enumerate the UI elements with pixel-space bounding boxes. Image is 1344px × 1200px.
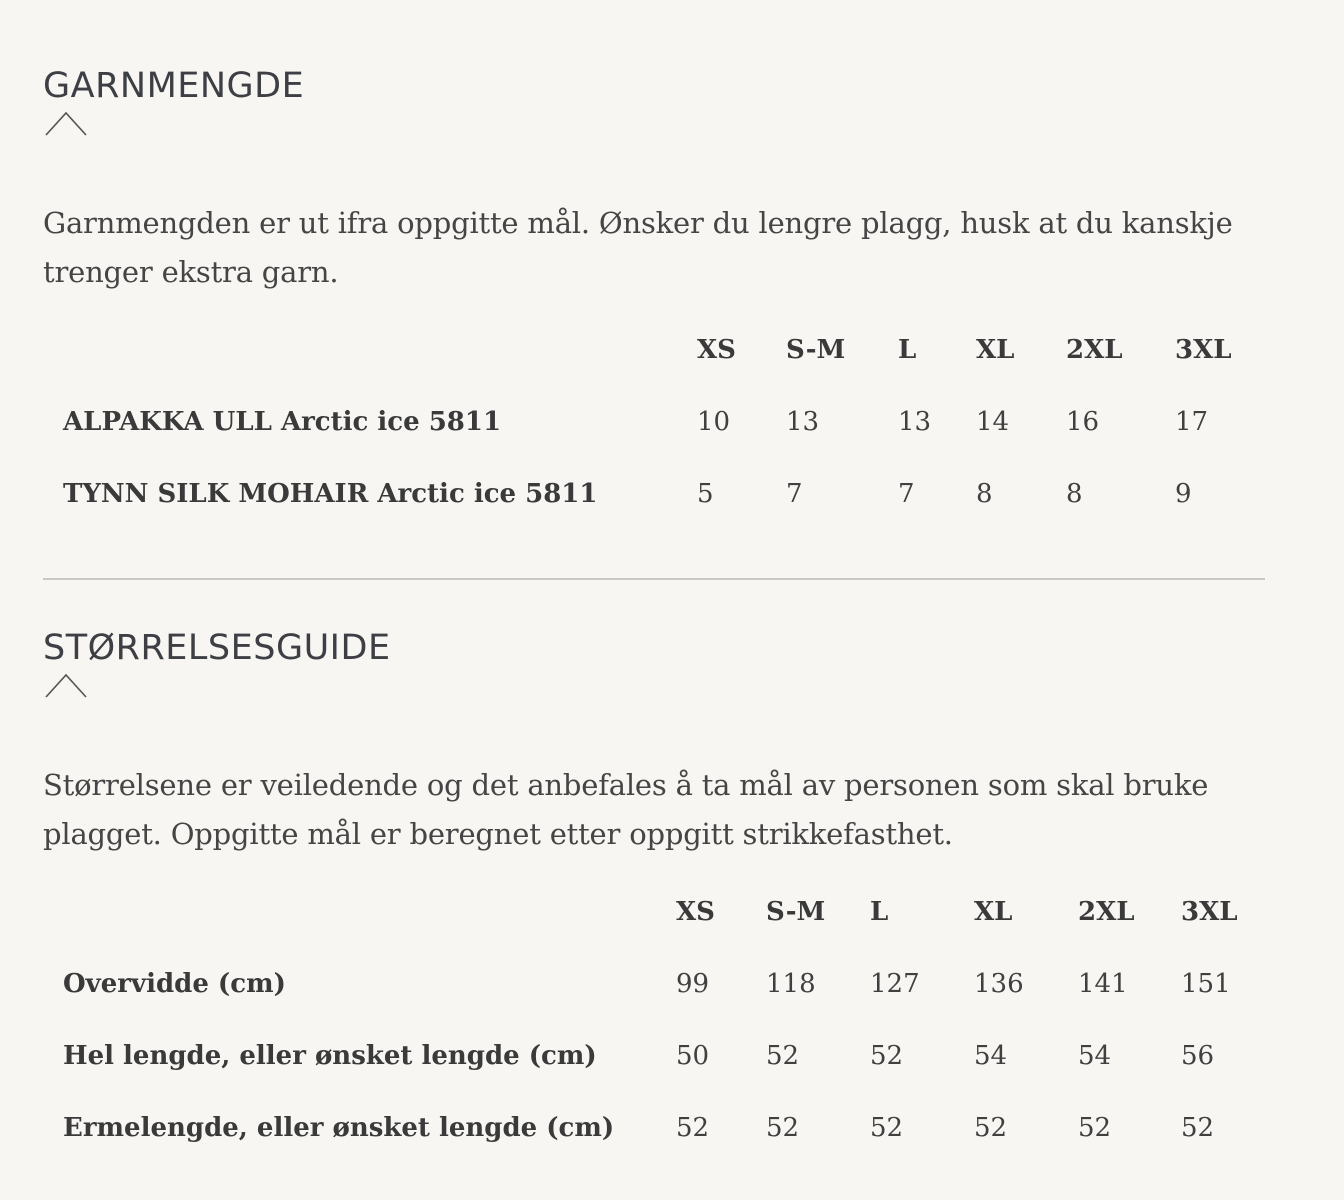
table-cell: 17 xyxy=(1175,407,1209,437)
table-cell: 8 xyxy=(976,479,993,509)
table-cell: 54 xyxy=(974,1041,1008,1071)
table-cell: 7 xyxy=(786,479,803,509)
size-header: 2XL xyxy=(1066,335,1123,365)
table-cell: 52 xyxy=(974,1113,1008,1143)
size-header: L xyxy=(870,897,889,927)
row-label: ALPAKKA ULL Arctic ice 5811 xyxy=(63,407,502,437)
chevron-up-icon[interactable] xyxy=(43,672,89,700)
table-row xyxy=(43,1092,1265,1164)
table-cell: 9 xyxy=(1175,479,1192,509)
table-cell: 7 xyxy=(898,479,915,509)
table-cell: 99 xyxy=(676,969,710,999)
table-cell: 141 xyxy=(1078,969,1128,999)
table-row xyxy=(43,458,1265,530)
table-cell: 52 xyxy=(676,1113,710,1143)
size-header: XL xyxy=(976,335,1015,365)
table-cell: 136 xyxy=(974,969,1024,999)
size-guide-table xyxy=(43,876,1265,1164)
section-divider xyxy=(43,578,1265,580)
table-cell: 52 xyxy=(1078,1113,1112,1143)
yarn-amount-section xyxy=(43,62,1265,509)
table-cell: 151 xyxy=(1181,969,1231,999)
yarn-intro-text: Garnmengden er ut ifra oppgitte mål. Ønsker du lengre plagg, husk at du kanskje trenger ekstra garn. xyxy=(43,206,1233,289)
row-label: TYNN SILK MOHAIR Arctic ice 5811 xyxy=(63,479,598,509)
size-header: 2XL xyxy=(1078,897,1135,927)
table-cell: 52 xyxy=(870,1113,904,1143)
size-header: L xyxy=(898,335,917,365)
size-header: S-M xyxy=(766,897,826,927)
chevron-up-icon[interactable] xyxy=(43,110,89,138)
table-cell: 52 xyxy=(766,1113,800,1143)
section-title: STØRRELSESGUIDE xyxy=(43,628,391,668)
section-title: GARNMENGDE xyxy=(43,66,305,106)
row-label: Ermelengde, eller ønsket lengde (cm) xyxy=(63,1113,615,1143)
table-cell: 8 xyxy=(1066,479,1083,509)
row-label: Overvidde (cm) xyxy=(63,969,286,999)
table-row xyxy=(43,386,1265,458)
table-cell: 52 xyxy=(870,1041,904,1071)
size-header: XS xyxy=(676,897,715,927)
size-guide-intro-text: Størrelsene er veiledende og det anbefales å ta mål av personen som skal bruke plagget. Oppgitte mål er beregnet etter oppgitt strikkefasthet. xyxy=(43,768,1209,851)
table-cell: 52 xyxy=(1181,1113,1215,1143)
size-header: 3XL xyxy=(1175,335,1232,365)
table-cell: 16 xyxy=(1066,407,1100,437)
table-cell: 10 xyxy=(697,407,731,437)
table-cell: 13 xyxy=(786,407,820,437)
table-row xyxy=(43,948,1265,1020)
table-cell: 52 xyxy=(766,1041,800,1071)
table-cell: 56 xyxy=(1181,1041,1215,1071)
size-guide-header[interactable] xyxy=(43,624,1265,700)
table-cell: 118 xyxy=(766,969,816,999)
table-row xyxy=(43,1020,1265,1092)
table-cell: 127 xyxy=(870,969,920,999)
yarn-amount-header[interactable] xyxy=(43,62,1265,138)
table-cell: 54 xyxy=(1078,1041,1112,1071)
size-header: XS xyxy=(697,335,736,365)
header-label-cell xyxy=(43,314,697,386)
table-cell: 14 xyxy=(976,407,1010,437)
table-cell: 13 xyxy=(898,407,932,437)
table-cell: 50 xyxy=(676,1041,710,1071)
size-header: S-M xyxy=(786,335,846,365)
table-cell: 5 xyxy=(697,479,714,509)
table-header-row xyxy=(43,876,1265,948)
size-guide-section xyxy=(43,624,1265,1143)
header-label-cell xyxy=(43,876,676,948)
size-header: 3XL xyxy=(1181,897,1238,927)
yarn-amount-table xyxy=(43,314,1265,530)
table-header-row xyxy=(43,314,1265,386)
row-label: Hel lengde, eller ønsket lengde (cm) xyxy=(63,1041,597,1071)
size-header: XL xyxy=(974,897,1013,927)
